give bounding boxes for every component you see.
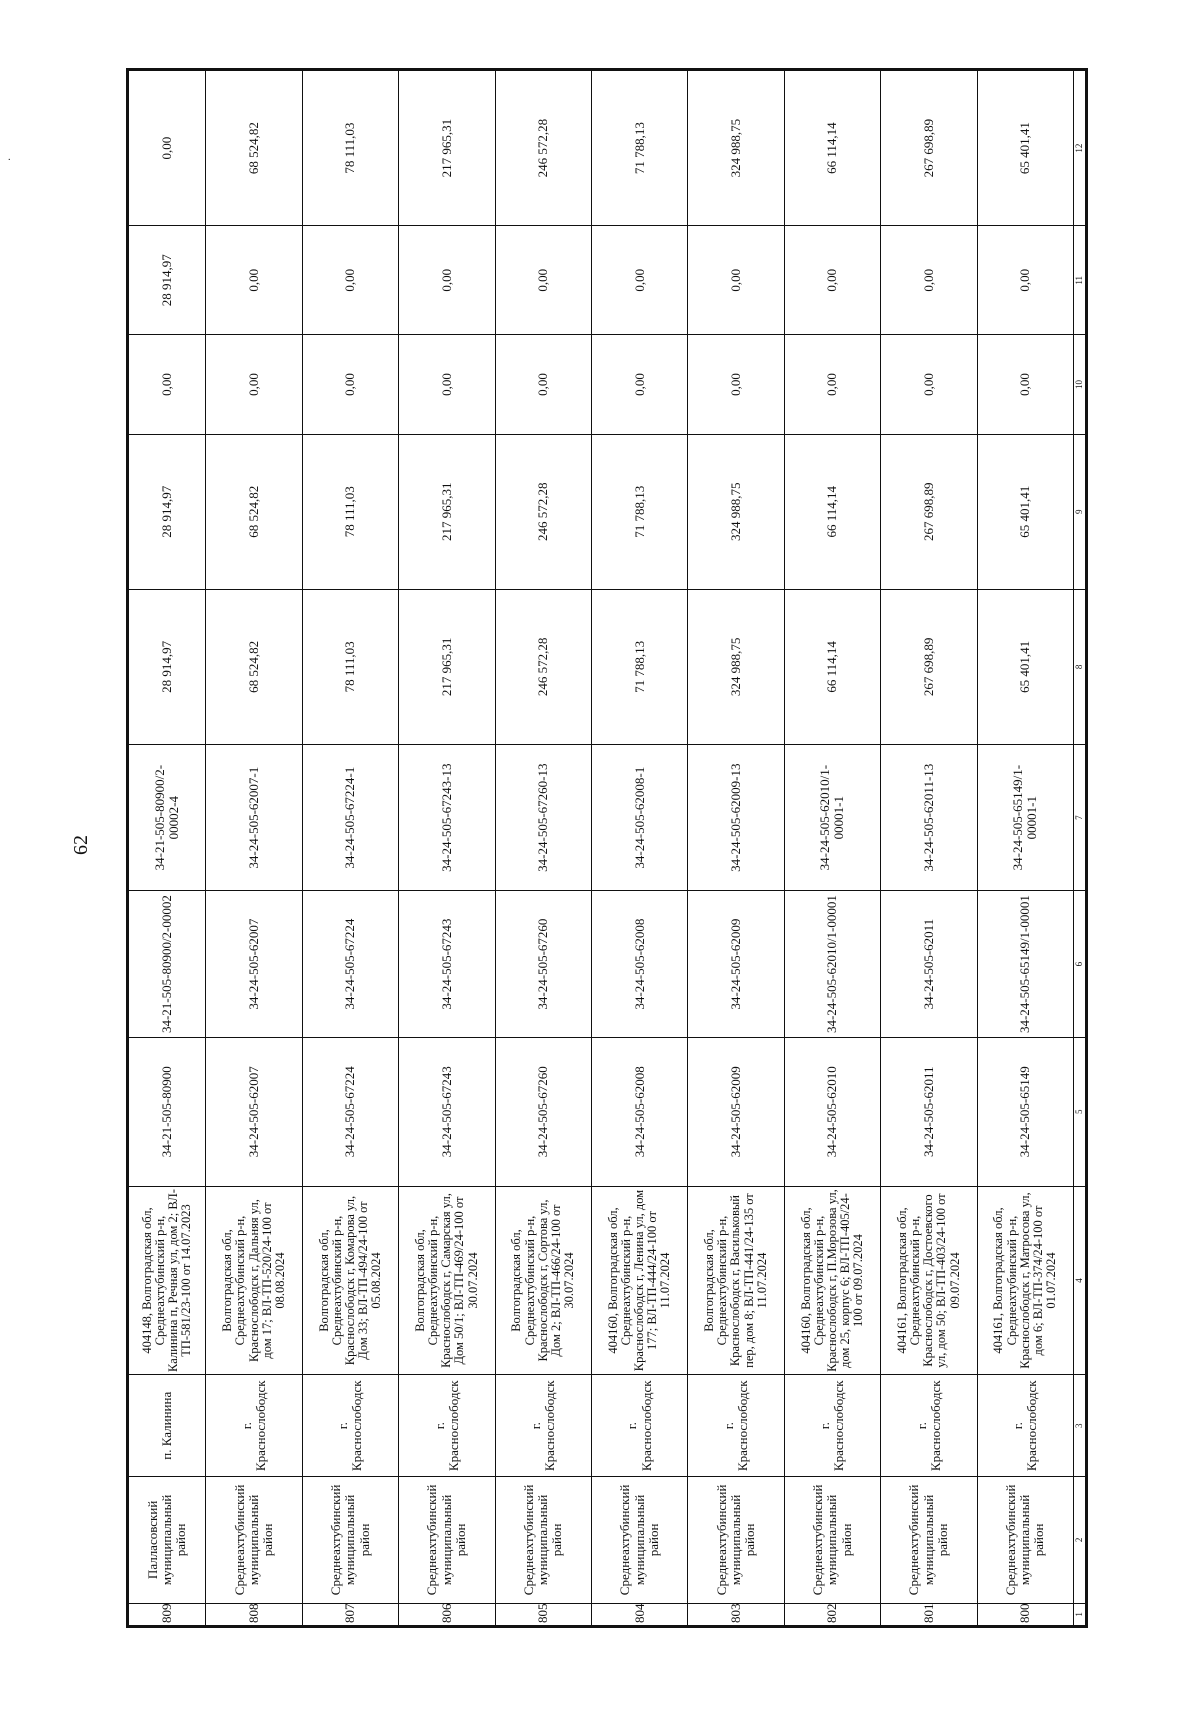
cell-col-5: 34-24-505-62010 [784, 1037, 880, 1186]
cell-col-5: 34-24-505-62009 [688, 1037, 784, 1186]
cell-col-7: 34-24-505-67260-13 [495, 744, 591, 890]
cell-col-3: г. Краснослободск [495, 1375, 591, 1477]
cell-col-8: 65 401,41 [977, 589, 1073, 744]
cell-col-8: 66 114,14 [784, 589, 880, 744]
table-row [688, 71, 784, 1626]
page-number: 62 [70, 835, 92, 855]
cell-col-7: 34-21-505-80900/2-00002-4 [129, 744, 206, 890]
cell-col-4: 404161, Волгоградская обл, Среднеахтубинский р-н, Краснослободск г, Матросова ул, дом 6; ВЛ-ТП-374/24-100 от 01.07.2024 [977, 1186, 1073, 1375]
cell-col-11: 0,00 [688, 226, 784, 335]
table-frame [126, 68, 1088, 1628]
column-number: 8 [1074, 589, 1086, 744]
cell-col-3: г. Краснослободск [302, 1375, 398, 1477]
table-body [129, 71, 1086, 1626]
cell-col-1: 801 [881, 1603, 977, 1625]
cell-col-4: Волгоградская обл, Среднеахтубинский р-н, Краснослободск г, Сортова ул, Дом 2; ВЛ-ТП-466/24-100 от 30.07.2024 [495, 1186, 591, 1375]
cell-col-10: 0,00 [784, 335, 880, 434]
cell-col-4: 404148, Волгоградская обл, Среднеахтубинский р-н, Калинина п, Речная ул, дом 2; ВЛ-ТП-581/23-100 от 14.07.2023 [129, 1186, 206, 1375]
cell-col-5: 34-24-505-62007 [206, 1037, 302, 1186]
cell-col-11: 0,00 [881, 226, 977, 335]
cell-col-5: 34-24-505-67243 [399, 1037, 495, 1186]
table-row [495, 71, 591, 1626]
cell-col-10: 0,00 [206, 335, 302, 434]
cell-col-8: 246 572,28 [495, 589, 591, 744]
table-row [881, 71, 977, 1626]
cell-col-12: 66 114,14 [784, 71, 880, 226]
cell-col-12: 267 698,89 [881, 71, 977, 226]
cell-col-7: 34-24-505-62009-13 [688, 744, 784, 890]
cell-col-3: г. Краснослободск [688, 1375, 784, 1477]
cell-col-7: 34-24-505-62011-13 [881, 744, 977, 890]
column-number-header [1074, 71, 1086, 1626]
cell-col-12: 0,00 [129, 71, 206, 226]
cell-col-12: 65 401,41 [977, 71, 1073, 226]
rotated-table-container [128, 70, 1086, 1626]
cell-col-2: Среднеахтубинский муниципальный район [977, 1477, 1073, 1604]
cell-col-4: Волгоградская обл, Среднеахтубинский р-н, Краснослободск г, Самарская ул, Дом 50/1; ВЛ-ТП-469/24-100 от 30.07.2024 [399, 1186, 495, 1375]
column-number: 1 [1074, 1603, 1086, 1625]
cell-col-9: 324 988,75 [688, 434, 784, 589]
cell-col-9: 65 401,41 [977, 434, 1073, 589]
cell-col-1: 807 [302, 1603, 398, 1625]
cell-col-2: Среднеахтубинский муниципальный район [399, 1477, 495, 1604]
cell-col-4: Волгоградская обл, Среднеахтубинский р-н, Краснослободск г, Комарова ул, Дом 33; ВЛ-ТП-494/24-100 от 05.08.2024 [302, 1186, 398, 1375]
cell-col-9: 71 788,13 [591, 434, 687, 589]
column-number: 3 [1074, 1375, 1086, 1477]
cell-col-12: 71 788,13 [591, 71, 687, 226]
column-number: 9 [1074, 434, 1086, 589]
column-number: 12 [1074, 71, 1086, 226]
cell-col-4: 404160, Волгоградская обл, Среднеахтубинский р-н, Краснослободск г, П.Морозова ул, дом 25, корпус 6; ВЛ-ТП-405/24-100 от 09.07.2024 [784, 1186, 880, 1375]
cell-col-5: 34-24-505-67224 [302, 1037, 398, 1186]
cell-col-10: 0,00 [129, 335, 206, 434]
cell-col-5: 34-21-505-80900 [129, 1037, 206, 1186]
table-row [302, 71, 398, 1626]
column-number: 2 [1074, 1477, 1086, 1604]
cell-col-6: 34-21-505-80900/2-00002 [129, 891, 206, 1037]
cell-col-3: г. Краснослободск [399, 1375, 495, 1477]
cell-col-9: 28 914,97 [129, 434, 206, 589]
cell-col-3: г. Краснослободск [206, 1375, 302, 1477]
cell-col-9: 246 572,28 [495, 434, 591, 589]
cell-col-9: 66 114,14 [784, 434, 880, 589]
cell-col-11: 28 914,97 [129, 226, 206, 335]
cell-col-5: 34-24-505-62008 [591, 1037, 687, 1186]
cell-col-11: 0,00 [206, 226, 302, 335]
cell-col-10: 0,00 [977, 335, 1073, 434]
cell-col-11: 0,00 [302, 226, 398, 335]
cell-col-8: 68 524,82 [206, 589, 302, 744]
cell-col-9: 68 524,82 [206, 434, 302, 589]
cell-col-12: 68 524,82 [206, 71, 302, 226]
cell-col-10: 0,00 [591, 335, 687, 434]
cell-col-5: 34-24-505-62011 [881, 1037, 977, 1186]
cell-col-8: 28 914,97 [129, 589, 206, 744]
table-row [129, 71, 206, 1626]
cell-col-12: 78 111,03 [302, 71, 398, 226]
cell-col-3: г. Краснослободск [977, 1375, 1073, 1477]
cell-col-10: 0,00 [688, 335, 784, 434]
cell-col-11: 0,00 [495, 226, 591, 335]
cell-col-11: 0,00 [784, 226, 880, 335]
cell-col-4: Волгоградская обл, Среднеахтубинский р-н, Краснослободск г, Дальняя ул, дом 17; ВЛ-ТП-520/24-100 от 08.08.2024 [206, 1186, 302, 1375]
cell-col-2: Среднеахтубинский муниципальный район [495, 1477, 591, 1604]
cell-col-2: Среднеахтубинский муниципальный район [591, 1477, 687, 1604]
cell-col-9: 217 965,31 [399, 434, 495, 589]
cell-col-12: 246 572,28 [495, 71, 591, 226]
cell-col-10: 0,00 [495, 335, 591, 434]
cell-col-5: 34-24-505-67260 [495, 1037, 591, 1186]
cell-col-7: 34-24-505-67243-13 [399, 744, 495, 890]
cell-col-7: 34-24-505-65149/1-00001-1 [977, 744, 1073, 890]
cell-col-9: 267 698,89 [881, 434, 977, 589]
cell-col-7: 34-24-505-62010/1-00001-1 [784, 744, 880, 890]
cell-col-1: 800 [977, 1603, 1073, 1625]
table-row [206, 71, 302, 1626]
cell-col-8: 217 965,31 [399, 589, 495, 744]
cell-col-5: 34-24-505-65149 [977, 1037, 1073, 1186]
cell-col-2: Среднеахтубинский муниципальный район [688, 1477, 784, 1604]
cell-col-3: г. Краснослободск [784, 1375, 880, 1477]
cell-col-8: 71 788,13 [591, 589, 687, 744]
cell-col-6: 34-24-505-62007 [206, 891, 302, 1037]
cell-col-12: 217 965,31 [399, 71, 495, 226]
cell-col-6: 34-24-505-67260 [495, 891, 591, 1037]
cell-col-8: 78 111,03 [302, 589, 398, 744]
stray-mark: . [8, 152, 11, 163]
cell-col-12: 324 988,75 [688, 71, 784, 226]
column-number: 6 [1074, 891, 1086, 1037]
cell-col-10: 0,00 [399, 335, 495, 434]
column-number: 5 [1074, 1037, 1086, 1186]
cell-col-4: Волгоградская обл, Среднеахтубинский р-н, Краснослободск г, Васильковый пер, дом 8; ВЛ-ТП-441/24-135 от 11.07.2024 [688, 1186, 784, 1375]
cell-col-4: 404161, Волгоградская обл, Среднеахтубинский р-н, Краснослободск г, Достоевского ул, дом 50; ВЛ-ТП-403/24-100 от 09.07.2024 [881, 1186, 977, 1375]
cell-col-6: 34-24-505-65149/1-00001 [977, 891, 1073, 1037]
cell-col-1: 809 [129, 1603, 206, 1625]
cell-col-8: 324 988,75 [688, 589, 784, 744]
cell-col-1: 805 [495, 1603, 591, 1625]
column-number: 4 [1074, 1186, 1086, 1375]
cell-col-10: 0,00 [881, 335, 977, 434]
cell-col-7: 34-24-505-62007-1 [206, 744, 302, 890]
cell-col-2: Среднеахтубинский муниципальный район [302, 1477, 398, 1604]
cell-col-3: п. Калинина [129, 1375, 206, 1477]
cell-col-1: 803 [688, 1603, 784, 1625]
column-number: 10 [1074, 335, 1086, 434]
cell-col-3: г. Краснослободск [591, 1375, 687, 1477]
column-number: 11 [1074, 226, 1086, 335]
cell-col-1: 806 [399, 1603, 495, 1625]
cell-col-6: 34-24-505-62011 [881, 891, 977, 1037]
cell-col-2: Среднеахтубинский муниципальный район [784, 1477, 880, 1604]
cell-col-3: г. Краснослободск [881, 1375, 977, 1477]
cell-col-1: 802 [784, 1603, 880, 1625]
cell-col-7: 34-24-505-62008-1 [591, 744, 687, 890]
cell-col-10: 0,00 [302, 335, 398, 434]
table-row [399, 71, 495, 1626]
cell-col-11: 0,00 [399, 226, 495, 335]
cell-col-6: 34-24-505-67243 [399, 891, 495, 1037]
cell-col-6: 34-24-505-67224 [302, 891, 398, 1037]
cell-col-2: Среднеахтубинский муниципальный район [881, 1477, 977, 1604]
cell-col-6: 34-24-505-62009 [688, 891, 784, 1037]
data-table [128, 70, 1086, 1626]
cell-col-7: 34-24-505-67224-1 [302, 744, 398, 890]
cell-col-2: Среднеахтубинский муниципальный район [206, 1477, 302, 1604]
cell-col-6: 34-24-505-62010/1-00001 [784, 891, 880, 1037]
table-row [784, 71, 880, 1626]
cell-col-2: Палласовский муниципальный район [129, 1477, 206, 1604]
table-row [591, 71, 687, 1626]
cell-col-11: 0,00 [977, 226, 1073, 335]
column-number: 7 [1074, 744, 1086, 890]
cell-col-1: 808 [206, 1603, 302, 1625]
cell-col-11: 0,00 [591, 226, 687, 335]
table-row [977, 71, 1073, 1626]
cell-col-4: 404160, Волгоградская обл, Среднеахтубинский р-н, Краснослободск г, Ленина ул, дом 177; ВЛ-ТП-444/24-100 от 11.07.2024 [591, 1186, 687, 1375]
cell-col-1: 804 [591, 1603, 687, 1625]
cell-col-8: 267 698,89 [881, 589, 977, 744]
cell-col-9: 78 111,03 [302, 434, 398, 589]
cell-col-6: 34-24-505-62008 [591, 891, 687, 1037]
